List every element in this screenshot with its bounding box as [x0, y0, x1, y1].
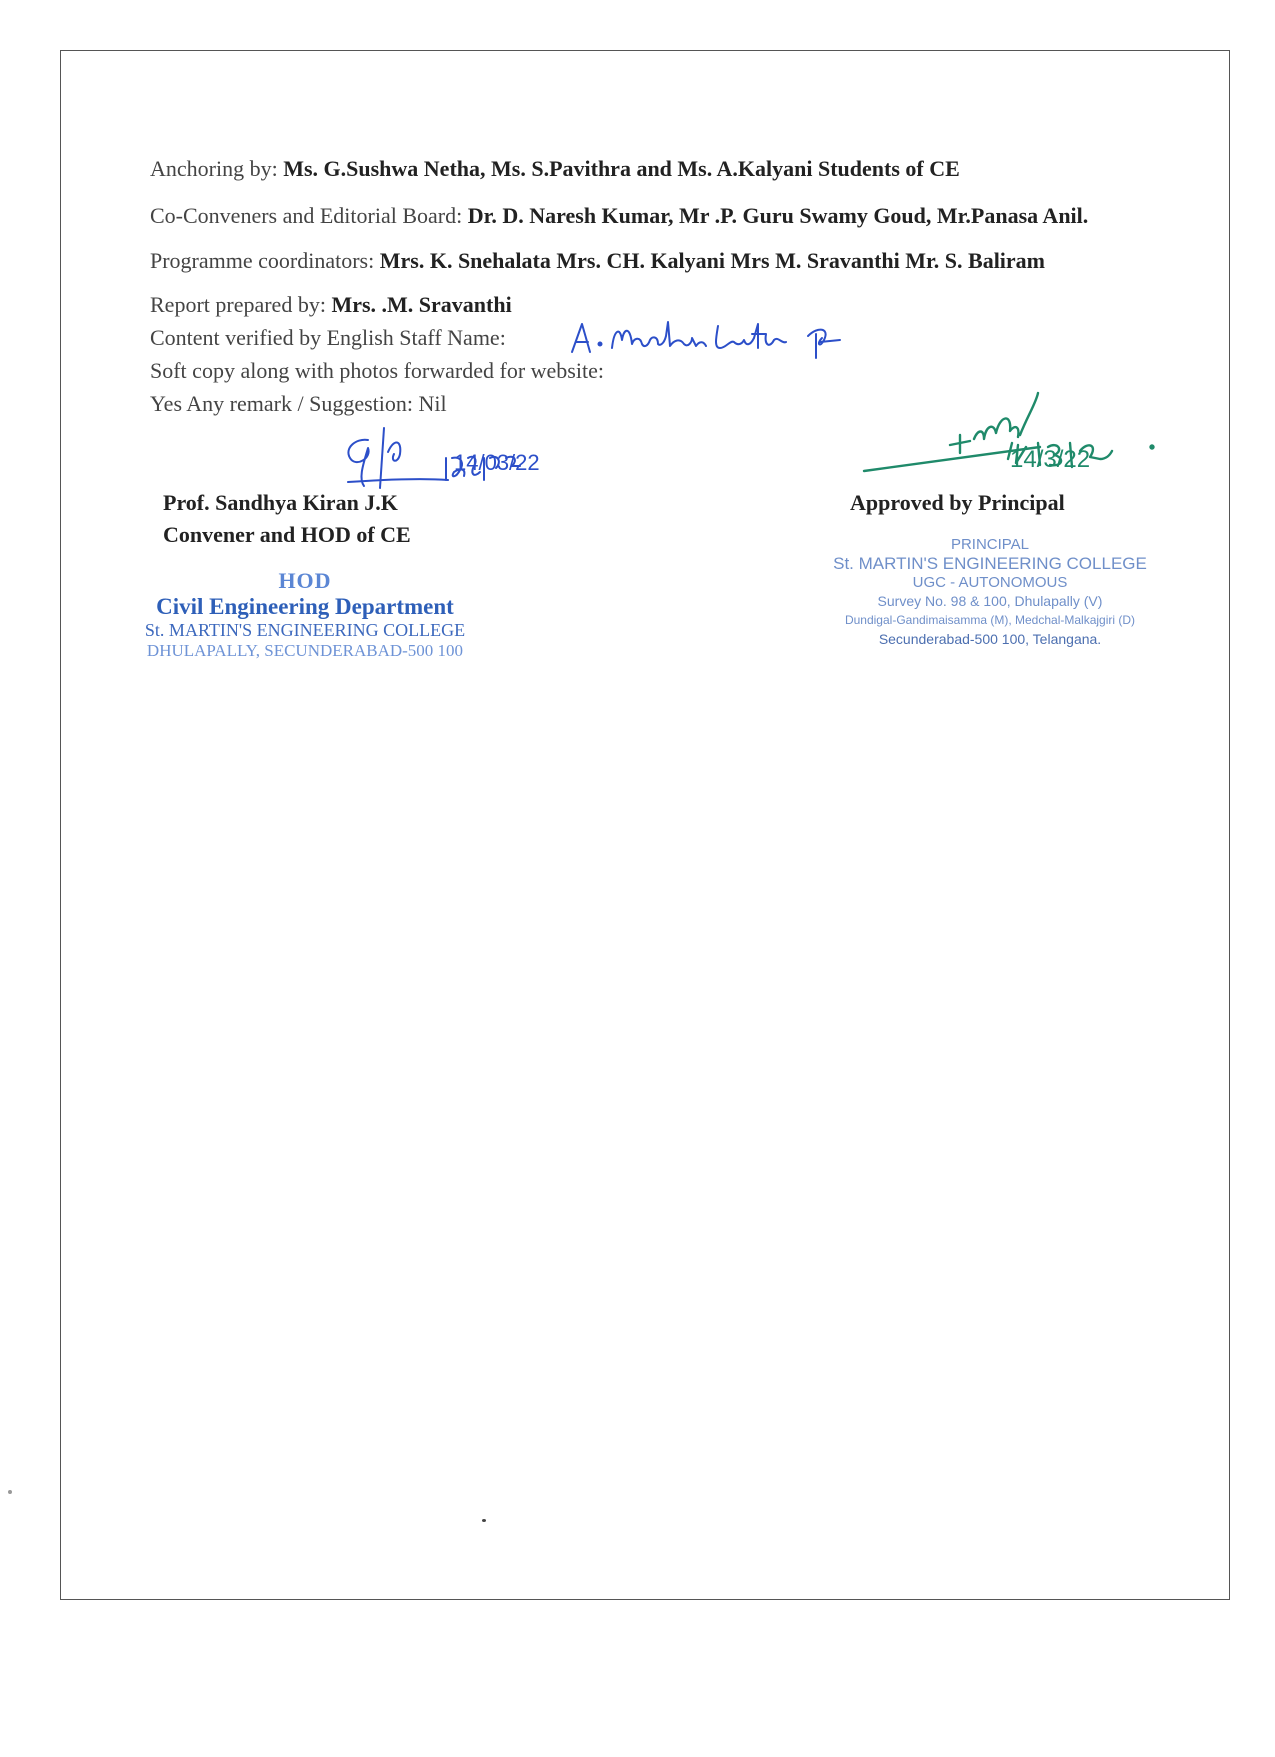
principal-stamp-college: St. MARTIN'S ENGINEERING COLLEGE — [833, 554, 1147, 573]
english-staff-signature — [568, 318, 888, 364]
remark-label: Yes Any remark / Suggestion: Nil — [150, 391, 447, 416]
hod-stamp-department: Civil Engineering Department — [156, 594, 454, 619]
principal-signature — [860, 385, 1180, 475]
conveners-line — [150, 203, 1088, 229]
hod-sign-date: 14/03/22 — [454, 450, 540, 475]
hod-stamp-college: St. MARTIN'S ENGINEERING COLLEGE — [144, 620, 466, 640]
report-label: Report prepared by: — [150, 292, 326, 317]
coordinators-line — [150, 248, 1045, 274]
coordinators-value: Mrs. K. Snehalata Mrs. CH. Kalyani Mrs M. Sravanthi Mr. S. Baliram — [379, 248, 1046, 273]
conveners-value: Dr. D. Naresh Kumar, Mr .P. Guru Swamy Goud, Mr.Panasa Anil. — [467, 203, 1089, 228]
hod-stamp-title: HOD — [278, 568, 332, 593]
conveners-label: Co-Conveners and Editorial Board: — [150, 203, 463, 228]
principal-stamp-district: Dundigal-Gandimaisamma (M), Medchal-Malkajgiri (D) — [844, 613, 1136, 627]
softcopy-line — [150, 358, 604, 384]
hod-stamp-address: DHULAPALLY, SECUNDERABAD-500 100 — [146, 641, 464, 660]
principal-label: Approved by Principal — [850, 490, 1065, 515]
report-value: Mrs. .M. Sravanthi — [331, 292, 512, 317]
anchoring-line — [150, 156, 960, 182]
principal-stamp-status: UGC - AUTONOMOUS — [912, 574, 1068, 591]
anchoring-value: Ms. G.Sushwa Netha, Ms. S.Pavithra and Ms. A.Kalyani Students of CE — [283, 156, 960, 181]
hod-role: Convener and HOD of CE — [163, 522, 411, 547]
verified-line — [150, 325, 506, 351]
remark-line — [150, 391, 447, 417]
coordinators-label: Programme coordinators: — [150, 248, 375, 273]
scan-speck — [8, 1490, 12, 1494]
principal-stamp-city: Secunderabad-500 100, Telangana. — [878, 631, 1102, 647]
hod-stamp — [125, 568, 485, 661]
scan-speck — [482, 1519, 486, 1522]
verified-label: Content verified by English Staff Name: — [150, 325, 506, 350]
anchoring-label: Anchoring by: — [150, 156, 278, 181]
principal-stamp — [810, 535, 1170, 649]
principal-sign-date: 14/3/22 — [1010, 446, 1091, 473]
report-line — [150, 292, 512, 318]
principal-stamp-survey: Survey No. 98 & 100, Dhulapally (V) — [877, 593, 1103, 609]
hod-name: Prof. Sandhya Kiran J.K — [163, 490, 398, 515]
principal-stamp-title: PRINCIPAL — [950, 536, 1030, 553]
softcopy-label: Soft copy along with photos forwarded for website: — [150, 358, 604, 383]
page-border — [60, 50, 1230, 1600]
